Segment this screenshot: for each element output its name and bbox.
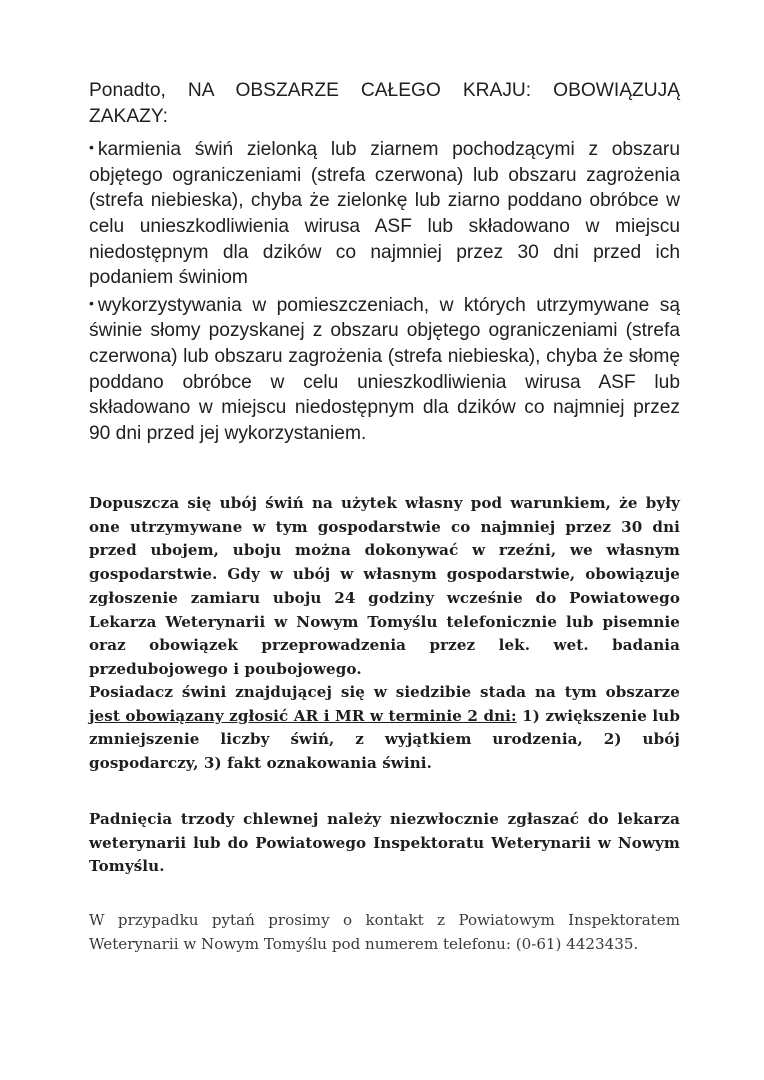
prohibition-text: karmienia świń zielonką lub ziarnem pochodzącymi z obszaru objętego ograniczeniami (strefa czerwona) lub obszaru zagrożenia (strefa niebieska), chyba że zielonkę lub ziarno poddano obróbce w celu unieszkodliwienia wirusa ASF lub składowano w miejscu niedostępnym dla dzików co najmniej przez 30 dni przed ich podaniem świniom (89, 139, 680, 289)
prohibitions-heading: Ponadto, NA OBSZARZE CAŁEGO KRAJU: OBOWIĄZUJĄ ZAKAZY: (89, 80, 680, 127)
prohibitions-section (89, 78, 680, 446)
slaughter-paragraph: Dopuszcza się ubój świń na użytek własny pod warunkiem, że były one utrzymywane w tym gospodarstwie co najmniej przez 30 dni przed ubojem, uboju można dokonywać w rzeźni, we własnym gospodarstwie. Gdy w ubój w własnym gospodarstwie, obowiązuje zgłoszenie zamiaru uboju 24 godziny wcześnie do Powiatowego Lekarza Weterynarii w Nowym Tomyślu telefonicznie lub pisemnie oraz obowiązek przeprowadzenia przez lek. wet. badania przedubojowego i poubojowego. (89, 494, 680, 678)
slaughter-section (89, 492, 680, 682)
deaths-section (89, 808, 680, 879)
owner-text-before: Posiadacz świni znajdującej się w siedzibie stada na tym obszarze (89, 683, 680, 701)
deaths-paragraph: Padnięcia trzody chlewnej należy niezwłocznie zgłaszać do lekarza weterynarii lub do Powiatowego Inspektoratu Weterynarii w Nowym Tomyślu. (89, 810, 680, 876)
prohibition-text: wykorzystywania w pomieszczeniach, w których utrzymywane są świnie słomy pozyskanej z obszaru objętego ograniczeniami (strefa czerwona) lub obszaru zagrożenia (strefa niebieska), chyba że słomę poddano obróbce w celu unieszkodliwienia wirusa ASF lub składowano w miejscu niedostępnym dla dzików co najmniej przez 90 dni przed jej wykorzystaniem. (89, 294, 680, 444)
owner-paragraph (89, 681, 680, 776)
owner-obligation-section (89, 681, 680, 776)
prohibition-item (89, 135, 680, 291)
bullet-icon: • (89, 139, 94, 156)
bullet-icon: • (89, 294, 94, 311)
prohibition-item (89, 291, 680, 447)
owner-text-after: 1) zwiększenie lub zmniejszenie liczby świń, z wyjątkiem urodzenia, 2) ubój gospodarczy, 3) fakt oznakowania świni. (89, 706, 680, 773)
contact-section (89, 908, 680, 956)
contact-paragraph: W przypadku pytań prosimy o kontakt z Powiatowym Inspektoratem Weterynarii w Nowym Tomyślu pod numerem telefonu: (0-61) 4423435. (89, 911, 680, 953)
owner-text-underlined: jest obowiązany zgłosić AR i MR w terminie 2 dni: (89, 706, 517, 725)
